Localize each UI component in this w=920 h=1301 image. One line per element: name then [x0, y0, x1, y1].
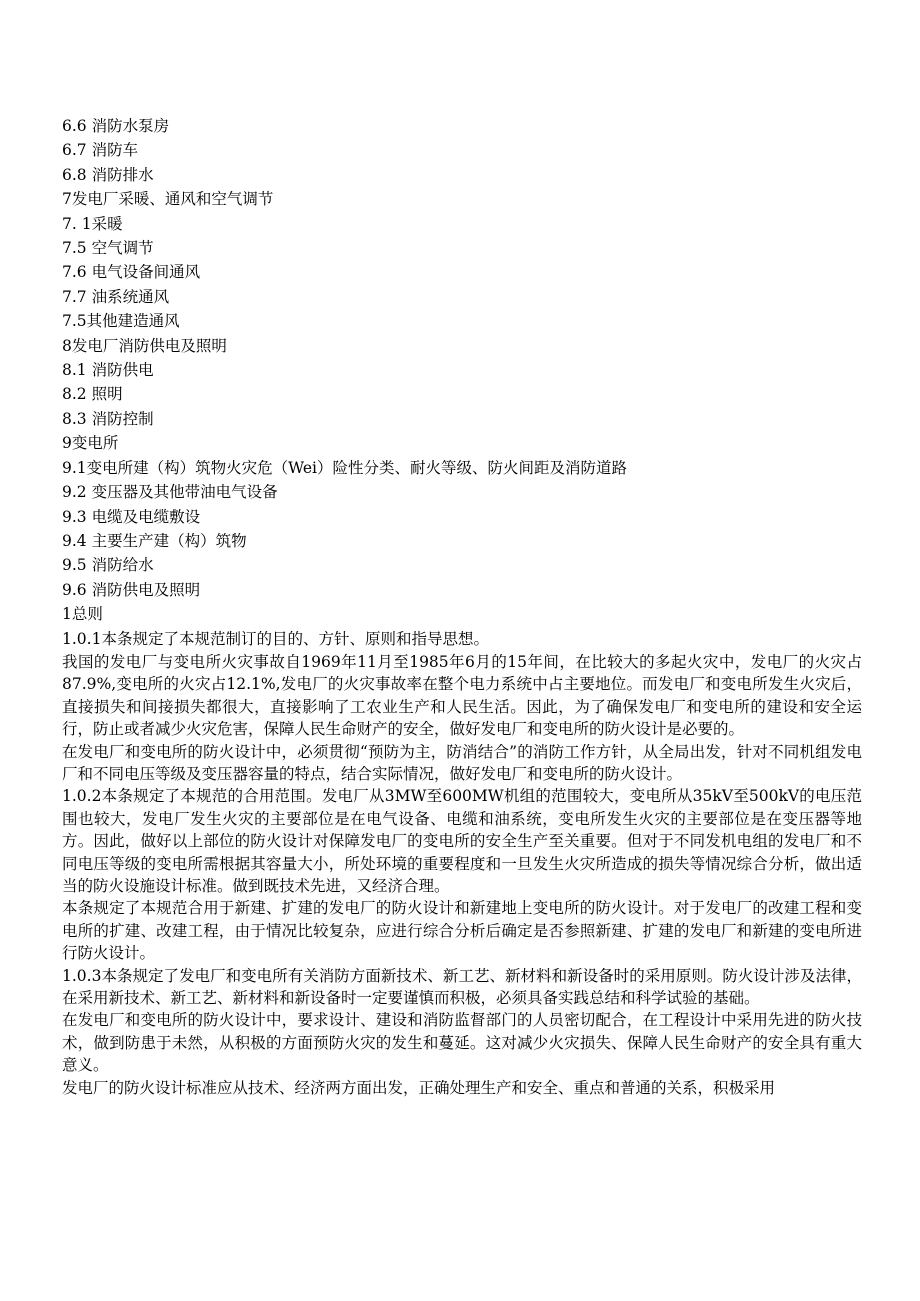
document-page [62, 114, 862, 1099]
toc-line: 8发电厂消防供电及照明 [62, 336, 227, 355]
toc-line: 8.2 照明 [62, 385, 123, 404]
toc-line: 6.6 消防水泵房 [62, 117, 170, 135]
toc-line: 7.5其他建造通风 [62, 312, 180, 331]
toc-line: 9.6 消防供电及照明 [62, 580, 201, 599]
toc-line: 7.6 电气设备间通风 [62, 263, 201, 282]
body-paragraph: 1.0.2本条规定了本规范的合用范围。发电厂从3MW至600MW机组的范围较大，变电所从35kV至500kV的电压范围也较大，发电厂发生火灾的主要部位是在电气设备、电缆和油系统，变电所发生火灾的主要部位是在变压器等地方。因此，做好以上部位的防火设计对保障发电厂的变电所的安全生产至关重要。但对于不同发机电组的发电厂和不同电压等级的变电所需根据其容量大小，所处环境的重要程度和一旦发生火灾所造成的损失等情况综合分析，做出适当的防火设施设计标准。做到既技术先进，又经济合理。 [62, 787, 862, 895]
toc-line: 9变电所 [62, 434, 119, 453]
body-paragraph: 发电厂的防火设计标准应从技术、经济两方面出发，正确处理生产和安全、重点和普通的关系，积极采用 [62, 1078, 776, 1097]
toc-line: 9.4 主要生产建（构）筑物 [62, 531, 247, 550]
section-heading: 1总则 [62, 605, 103, 624]
toc-line: 8.3 消防控制 [62, 409, 154, 428]
toc-line: 7.5 空气调节 [62, 239, 154, 258]
toc-line: 7.7 油系统通风 [62, 287, 170, 306]
body-paragraph: 我国的发电厂与变电所火灾事故自1969年11月至1985年6月的15年间，在比较大的多起火灾中，发电厂的火灾占87.9%,变电所的火灾占12.1%,发电厂的火灾事故率在整个电力系统中占主要地位。而发电厂和变电所发生火灾后，直接损失和间接损失都很大，直接影响了工农业生产和人民生活。因此，为了确保发电厂和变电所的建设和安全运行，防止或者减少火灾危害，保障人民生命财产的安全，做好发电厂和变电所的防火设计是必要的。 [62, 652, 862, 739]
toc-line: 7. 1采暖 [62, 214, 123, 233]
body-paragraph: 在发电厂和变电所的防火设计中，必须贯彻“预防为主，防消结合”的消防工作方针，从全局出发，针对不同机组发电厂和不同电压等级及变压器容量的特点，结合实际情况，做好发电厂和变电所的防火设计。 [62, 742, 862, 783]
body-paragraph: 1.0.3本条规定了发电厂和变电所有关消防方面新技术、新工艺、新材料和新设备时的采用原则。防火设计涉及法律，在采用新技术、新工艺、新材料和新设备时一定要谨慎而积极，必须具备实践总结和科学试验的基础。 [62, 966, 862, 1008]
clause-line: 1.0.1本条规定了本规范制订的目的、方针、原则和指导思想。 [62, 629, 489, 648]
toc-line: 8.1 消防供电 [62, 361, 154, 380]
toc-line: 9.1变电所建（构）筑物火灾危（Wei）险性分类、耐火等级、防火间距及消防道路 [62, 458, 627, 477]
toc-line: 7发电厂采暖、通风和空气调节 [62, 190, 274, 209]
toc-line: 9.5 消防给水 [62, 556, 154, 575]
body-paragraph: 在发电厂和变电所的防火设计中，要求设计、建设和消防监督部门的人员密切配合，在工程设计中采用先进的防火技术，做到防患于未然，从积极的方面预防火灾的发生和蔓延。这对减少火灾损失、保障人民生命财产的安全具有重大意义。 [62, 1011, 862, 1075]
toc-line: 9.2 变压器及其他带油电气设备 [62, 483, 278, 502]
toc-line: 6.7 消防车 [62, 141, 139, 160]
toc-line: 6.8 消防排水 [62, 165, 154, 184]
toc-line: 9.3 电缆及电缆敷设 [62, 507, 201, 526]
body-paragraph: 本条规定了本规范合用于新建、扩建的发电厂的防火设计和新建地上变电所的防火设计。对于发电厂的改建工程和变电所的扩建、改建工程，由于情况比较复杂，应进行综合分析后确定是否参照新建、扩建的发电厂和新建的变电所进行防火设计。 [62, 899, 862, 963]
